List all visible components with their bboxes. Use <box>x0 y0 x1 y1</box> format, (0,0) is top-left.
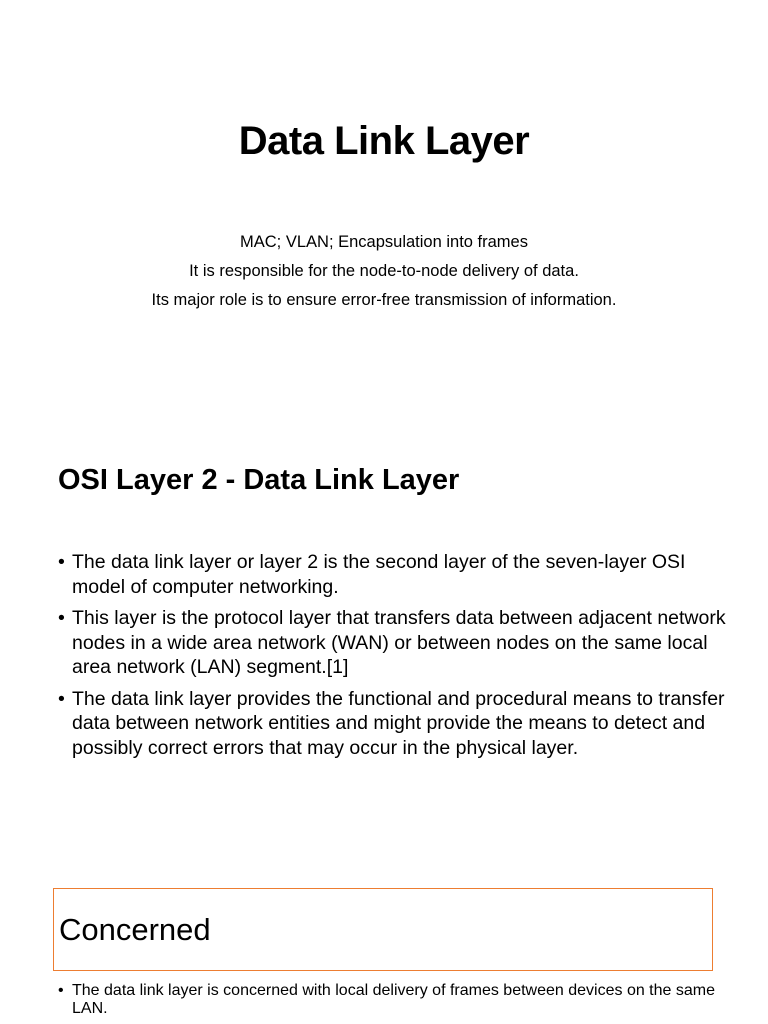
bullet-item <box>58 550 738 599</box>
bullet-text: The data link layer is concerned with local delivery of frames between devices on the same LAN. <box>72 982 715 1017</box>
bullet-list <box>58 982 728 1018</box>
slide-title: Data Link Layer <box>238 119 530 163</box>
bullet-icon: • <box>58 687 65 710</box>
bullet-text: The data link layer or layer 2 is the second layer of the seven-layer OSI model of computer networking. <box>72 551 686 598</box>
subtitle-line: It is responsible for the node-to-node delivery of data. <box>189 262 579 280</box>
slide-subtitle <box>0 228 768 315</box>
subtitle-line: Its major role is to ensure error-free transmission of information. <box>151 291 617 309</box>
slide-title: OSI Layer 2 - Data Link Layer <box>58 464 460 496</box>
bullet-icon: • <box>58 551 65 573</box>
bullet-item <box>58 606 738 680</box>
bullet-icon: • <box>58 607 65 629</box>
slide-concerned <box>0 870 768 1024</box>
bullet-item <box>58 687 738 761</box>
bullet-item <box>58 982 728 1018</box>
bullet-list <box>58 550 738 767</box>
slide-title: Concerned <box>59 912 211 947</box>
subtitle-line: MAC; VLAN; Encapsulation into frames <box>240 233 528 251</box>
bullet-text: The data link layer provides the functional and procedural means to transfer data between network entities and might provide the means to detect and possibly correct errors that may occur in the physical layer. <box>72 687 725 759</box>
bullet-icon: • <box>58 982 64 999</box>
slide-osi-layer-2 <box>0 430 768 810</box>
bullet-text: This layer is the protocol layer that transfers data between adjacent network nodes in a wide area network (WAN) or between nodes on the same local area network (LAN) segment.[1] <box>72 607 726 678</box>
slide-data-link-layer <box>0 0 768 384</box>
title-box <box>53 888 713 971</box>
